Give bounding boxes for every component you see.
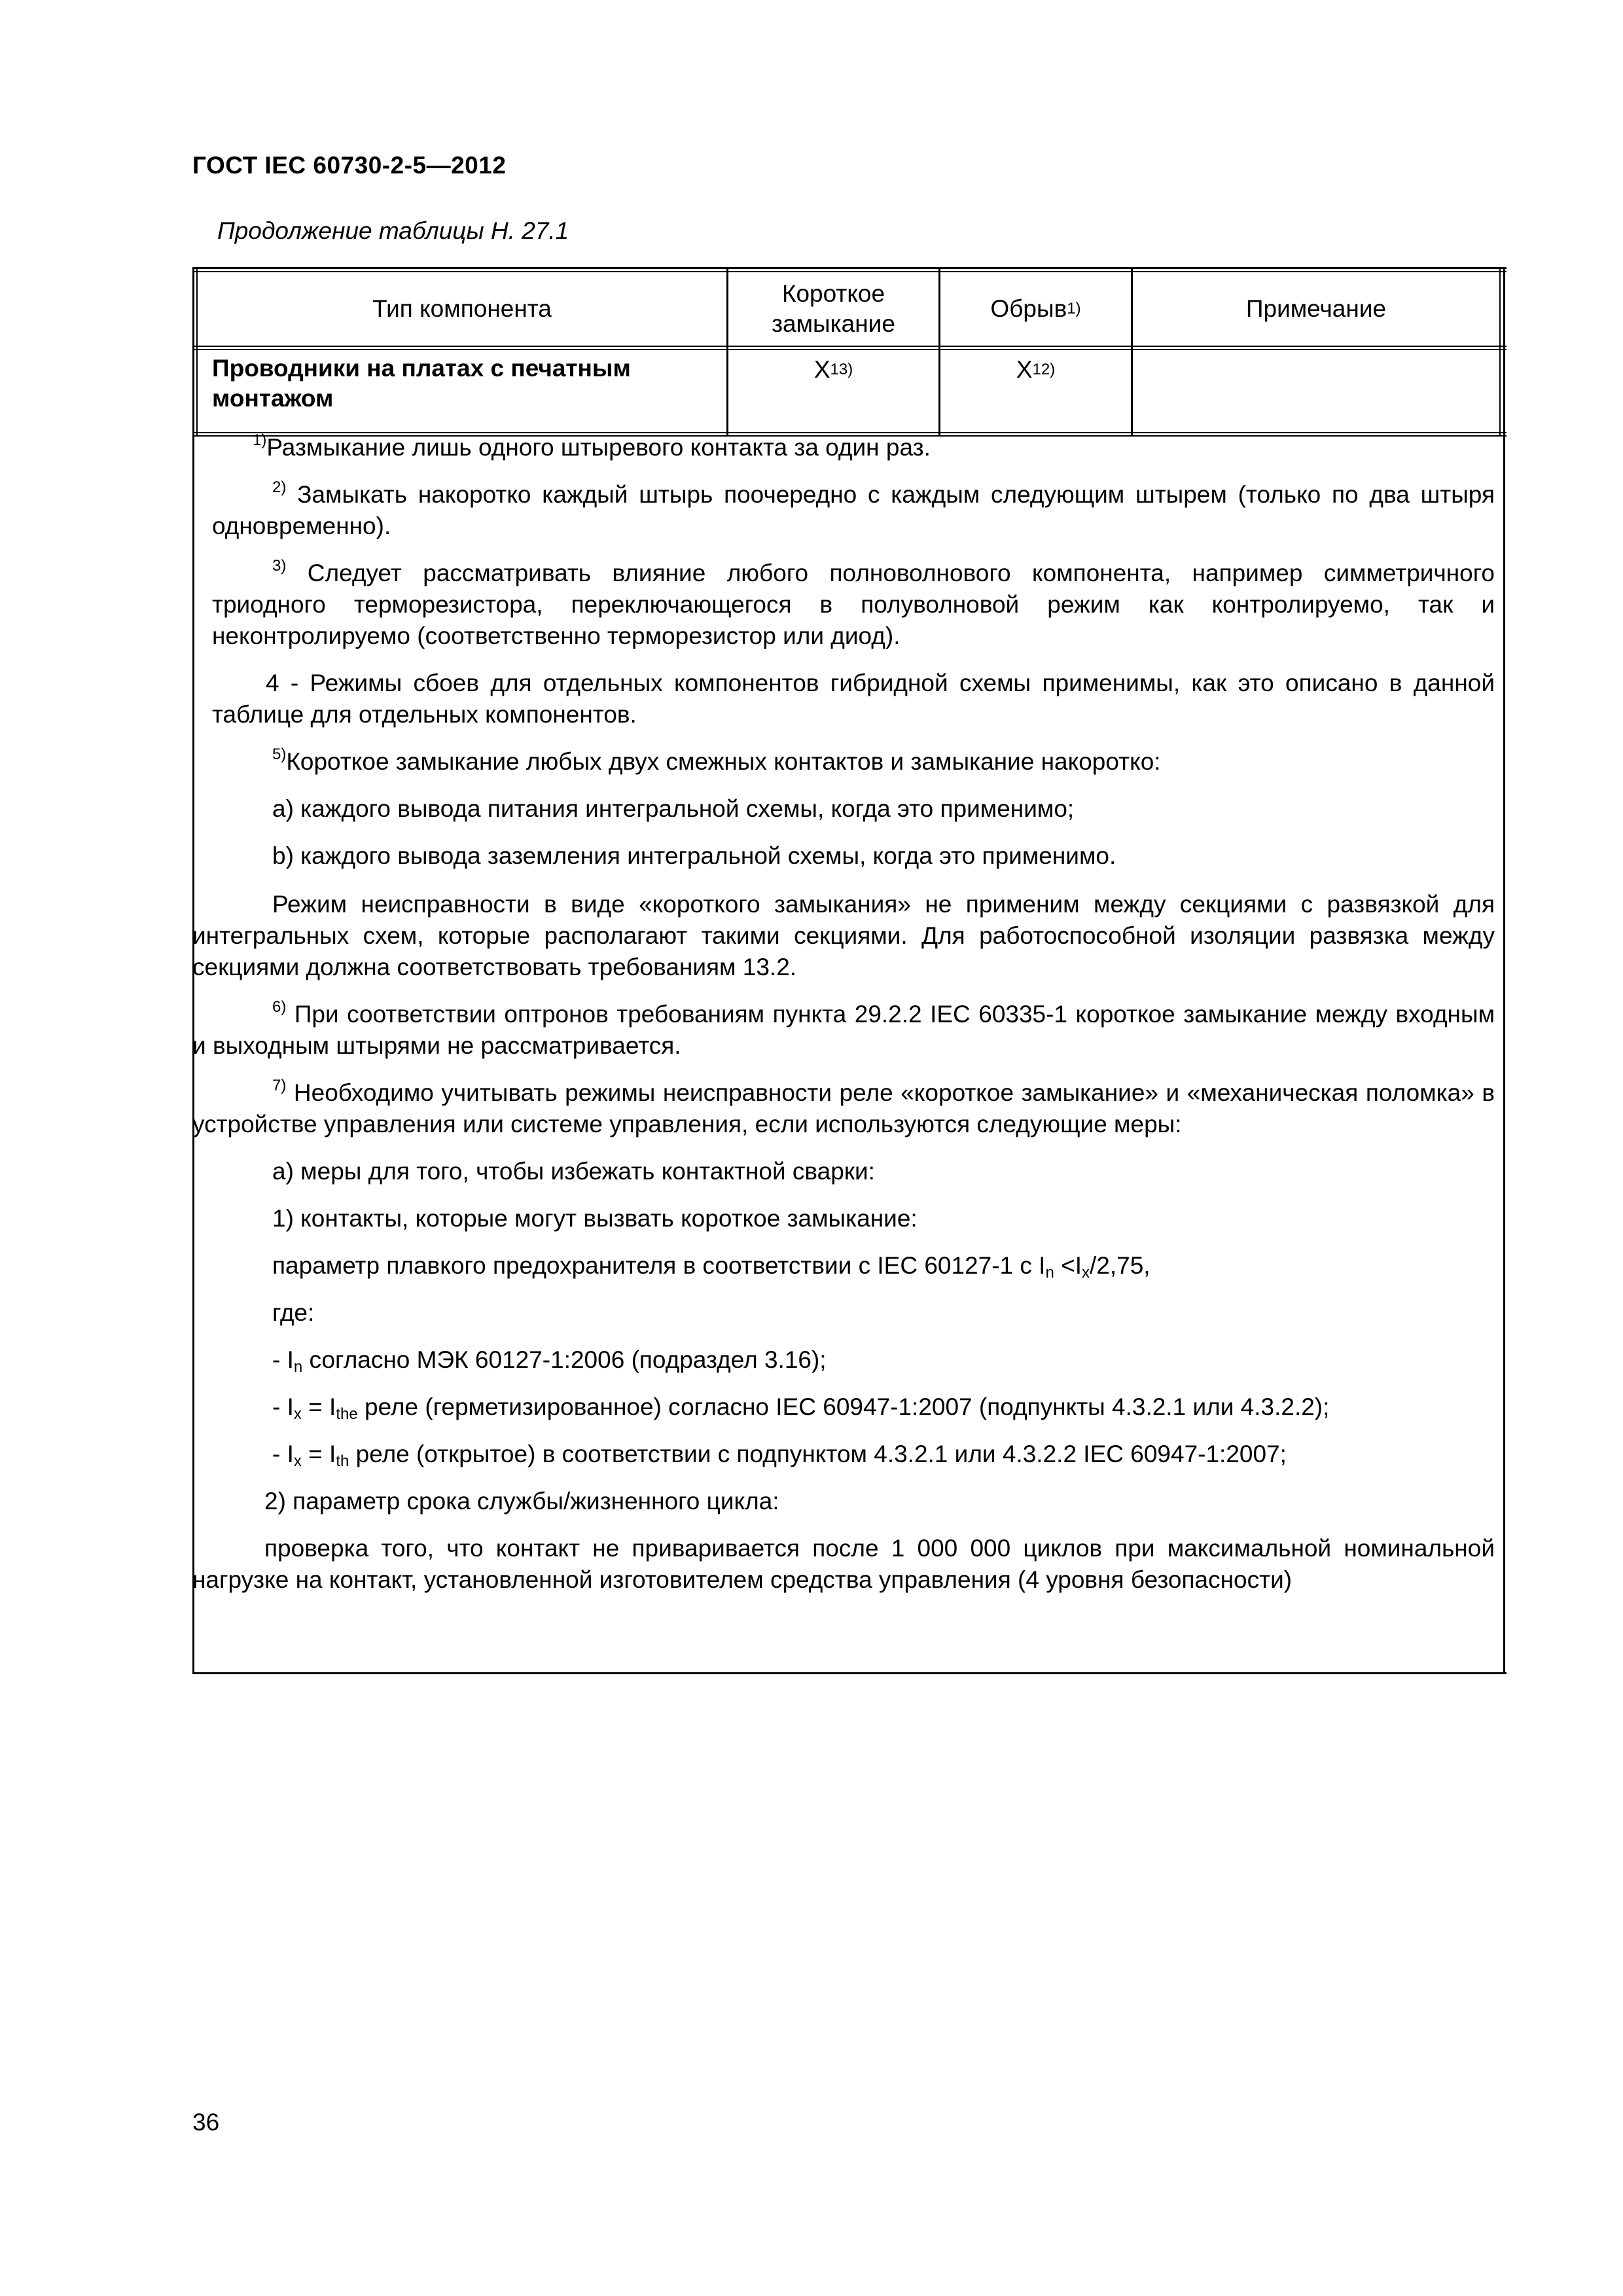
footnote-5c	[192, 889, 1495, 983]
footnote-2-text: Замыкать накоротко каждый штырь поочередно с каждым следующим штырем (только по два штыря одновременно).	[212, 481, 1495, 539]
footnote-1	[192, 432, 1495, 463]
footnote-7a2-text: 2) параметр срока службы/жизненного цикла:	[264, 1488, 779, 1515]
footnote-5b-text: b) каждого вывода заземления интегральной схемы, когда это применимо.	[272, 842, 1116, 869]
header-note-text: Примечание	[1245, 295, 1387, 322]
row-short-circuit-mark: X	[813, 356, 830, 383]
header-divider-inner	[192, 349, 1507, 350]
footnote-6	[192, 999, 1495, 1062]
row-short-circuit: X 13)	[728, 353, 938, 386]
footnote-7	[192, 1077, 1495, 1140]
ix1-sub2: the	[336, 1405, 358, 1423]
table-caption: Продолжение таблицы Н. 27.1	[217, 217, 569, 244]
footnote-3-marker: 3)	[272, 557, 287, 575]
ix2-sub: x	[293, 1452, 302, 1470]
definition-in	[192, 1344, 1495, 1376]
fuse-post-text: /2,75,	[1089, 1252, 1150, 1279]
table-border-top	[192, 267, 1507, 269]
row-component	[212, 353, 722, 431]
row-break-mark: X	[1016, 356, 1033, 383]
in-post: согласно МЭК 60127-1:2006 (подраздел 3.16);	[302, 1346, 827, 1373]
fuse-sub-x: x	[1081, 1264, 1090, 1282]
table-footnotes	[192, 432, 1495, 1611]
header-divider	[192, 346, 1507, 347]
footnote-2	[212, 479, 1495, 542]
footnote-4	[212, 668, 1495, 730]
table-border-right-inner	[1499, 267, 1501, 436]
header-break: Обрыв 1)	[940, 272, 1131, 346]
footnote-7a2	[192, 1486, 1495, 1517]
fuse-mid-text: <I	[1054, 1252, 1082, 1279]
ix2-post: реле (открытое) в соответствии с подпунктом 4.3.2.1 или 4.3.2.2 IEC 60947-1:2007;	[349, 1441, 1287, 1467]
footnote-5	[192, 746, 1495, 778]
fuse-parameter-text: параметр плавкого предохранителя в соответствии с IEC 60127-1 с I	[272, 1252, 1046, 1279]
footnote-1-text: Размыкание лишь одного штыревого контакта за один раз.	[266, 434, 931, 461]
header-short-circuit-line1: Короткое	[781, 280, 885, 307]
in-pre: - I	[272, 1346, 294, 1373]
footnote-1-marker: 1)	[253, 431, 267, 449]
table-border-right	[1503, 267, 1505, 1674]
ix2-pre: - I	[272, 1441, 294, 1467]
footnote-7a	[192, 1156, 1495, 1187]
header-short-circuit	[728, 272, 938, 346]
fuse-parameter	[192, 1250, 1495, 1282]
footnote-7a1-text: 1) контакты, которые могут вызвать короткое замыкание:	[272, 1205, 918, 1232]
footnote-3	[212, 558, 1495, 652]
ix1-post: реле (герметизированное) согласно IEC 60947-1:2007 (подпункты 4.3.2.1 или 4.3.2.2);	[357, 1393, 1330, 1420]
row-component-line2: монтажом	[212, 385, 334, 412]
footnote-7-text: Необходимо учитывать режимы неисправности реле «короткое замыкание» и «механическая поломка» в устройстве управления или системе управления, если используются следующие меры:	[192, 1079, 1495, 1138]
footnote-5a-text: a) каждого вывода питания интегральной схемы, когда это применимо;	[272, 795, 1075, 822]
table-border-bottom	[192, 1672, 1507, 1674]
header-break-text: Обрыв	[990, 295, 1067, 322]
lifecycle-check-text: проверка того, что контакт не приваривается после 1 000 000 циклов при максимальной номинальной нагрузке на контакт, установленной изготовителем средства управления (4 уровня безопасности)	[192, 1535, 1495, 1593]
document-code: ГОСТ IEC 60730-2-5—2012	[192, 152, 507, 179]
footnote-5-text: Короткое замыкание любых двух смежных контактов и замыкание накоротко:	[286, 748, 1161, 775]
header-short-circuit-line2: замыкание	[772, 310, 895, 337]
footnote-4-text: 4 - Режимы сбоев для отдельных компонентов гибридной схемы применимы, как это описано в данной таблице для отдельных компонентов.	[212, 670, 1495, 728]
footnote-2-marker: 2)	[272, 478, 287, 496]
header-component-type-text: Тип компонента	[372, 295, 552, 322]
ix2-sub2: th	[336, 1452, 349, 1470]
footnote-6-marker: 6)	[272, 998, 287, 1016]
footnote-6-text: При соответствии оптронов требованиям пункта 29.2.2 IEC 60335-1 короткое замыкание между входным и выходным штырями не рассматривается.	[192, 1001, 1495, 1059]
footnote-5-marker: 5)	[272, 745, 287, 763]
footnote-7a1	[192, 1203, 1495, 1234]
ix2-mid: = I	[301, 1441, 336, 1467]
footnote-7a2-text-block	[192, 1533, 1495, 1596]
header-component-type	[198, 272, 726, 346]
header-note	[1133, 272, 1499, 346]
page-number: 36	[192, 2109, 220, 2136]
ix1-mid: = I	[301, 1393, 336, 1420]
footnote-7-marker: 7)	[272, 1077, 287, 1094]
footnote-7a-text: a) меры для того, чтобы избежать контактной сварки:	[272, 1158, 875, 1185]
footnote-5a	[192, 793, 1495, 825]
row-break: X 12)	[940, 353, 1131, 386]
fuse-sub-n: n	[1045, 1264, 1054, 1282]
row-component-line1: Проводники на платах с печатным	[212, 355, 631, 382]
row-note	[1133, 353, 1499, 431]
footnote-5c-text: Режим неисправности в виде «короткого замыкания» не применим между секциями с развязкой для интегральных схем, которые располагают такими секциями. Для работоспособной изоляции развязка между секциями должна соответствовать требованиям 13.2.	[192, 891, 1495, 980]
ix1-sub: x	[293, 1405, 302, 1423]
ix1-pre: - I	[272, 1393, 294, 1420]
definition-ix-open	[192, 1439, 1495, 1470]
definition-ix-sealed	[192, 1391, 1495, 1423]
where-text: где:	[272, 1299, 315, 1326]
footnote-5b	[192, 840, 1495, 872]
where-label	[192, 1297, 1495, 1329]
footnote-3-text: Следует рассматривать влияние любого полноволнового компонента, например симметричного триодного терморезистора, переключающегося в полуволновой режим как контролируемо, так и неконтролируемо (соответственно терморезистор или диод).	[212, 560, 1495, 649]
in-sub: n	[293, 1358, 303, 1376]
